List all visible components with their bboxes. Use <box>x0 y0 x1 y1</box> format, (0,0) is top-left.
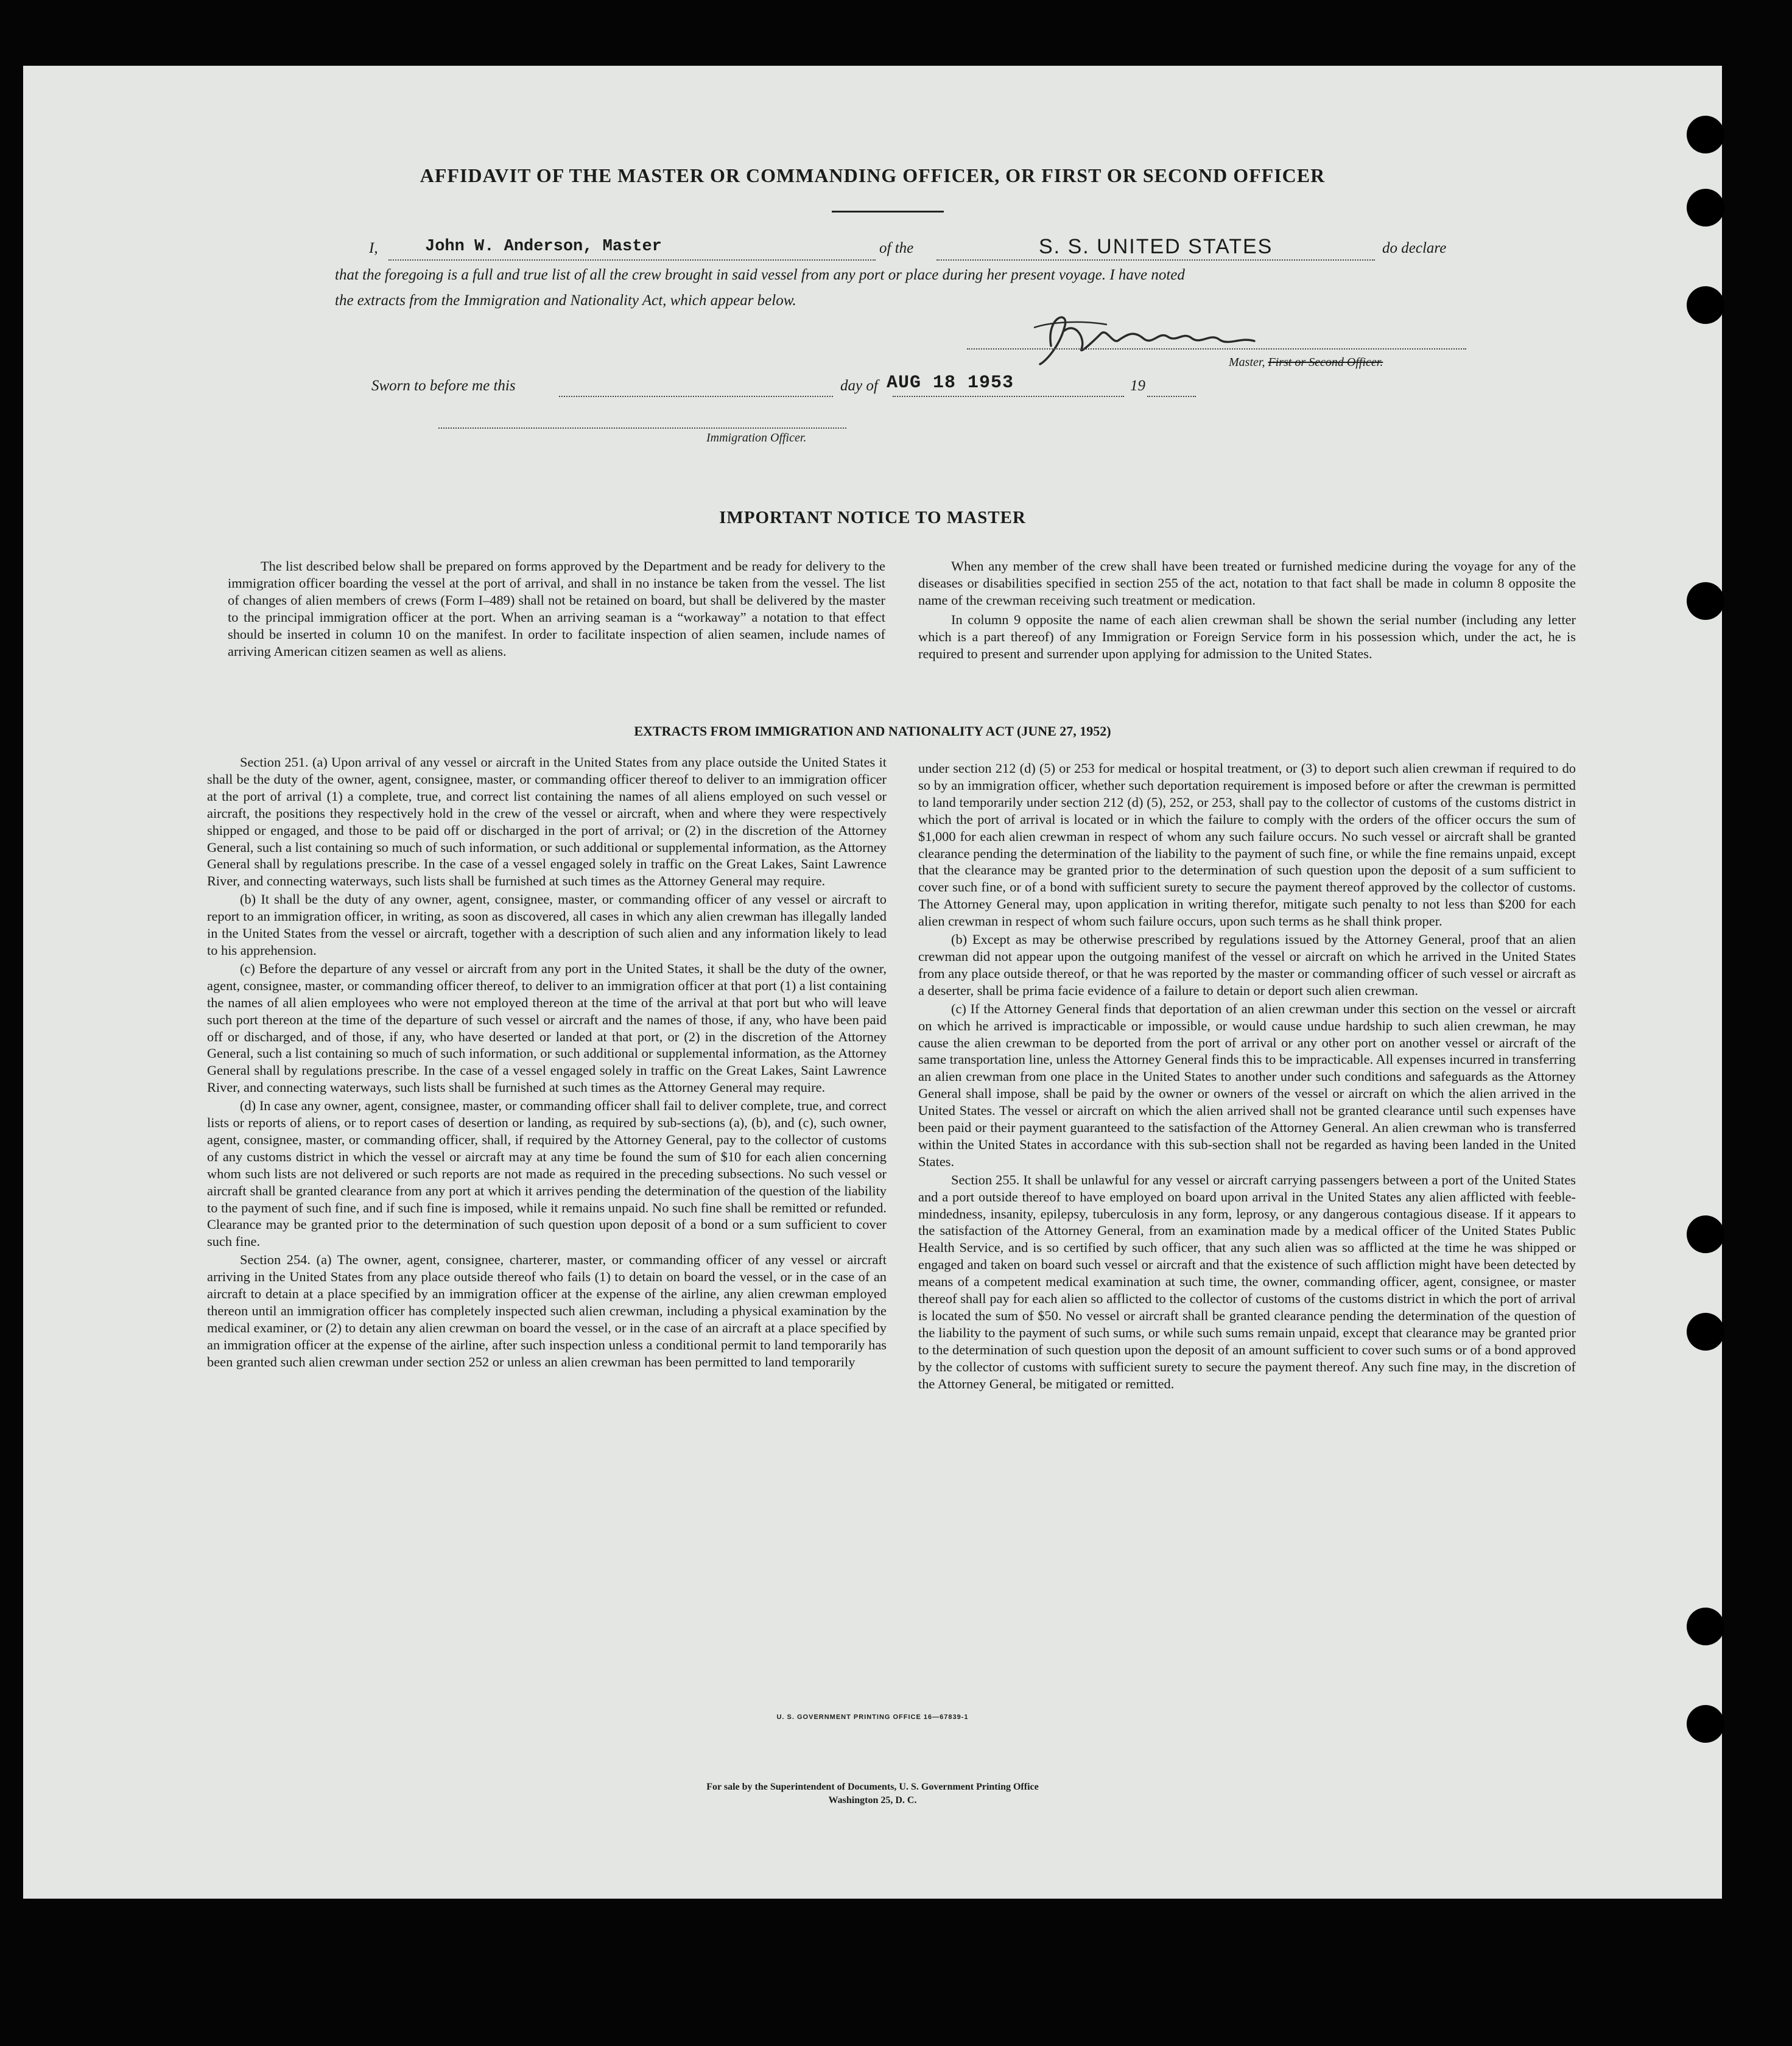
sworn-day-field <box>559 375 833 397</box>
signature-line <box>967 328 1466 350</box>
punch-hole <box>1687 286 1724 324</box>
extracts-title: EXTRACTS FROM IMMIGRATION AND NATIONALITY ACT (JUNE 27, 1952) <box>634 723 1111 739</box>
immigration-officer-signature-line <box>438 407 846 429</box>
sale-line-1: For sale by the Superintendent of Documents, U. S. Government Printing Office <box>706 1782 1039 1792</box>
punch-hole <box>1687 1608 1724 1645</box>
of-the-label: of the <box>879 240 914 256</box>
extract-paragraph: (b) It shall be the duty of any owner, agent, consignee, master, or commanding officer of any vessel or aircraft to report to an immigration officer, in writing, as soon as discovered, all cases in which any alien crewman has illegally landed in the United States from the vessel or aircraft, together with a description of such alien and any information likely to lead to his apprehension. <box>207 891 887 958</box>
sale-line-2: Washington 25, D. C. <box>828 1795 917 1805</box>
title-rule <box>832 211 944 213</box>
vessel-value: S. S. UNITED STATES <box>1039 235 1273 258</box>
extract-paragraph: under section 212 (d) (5) or 253 for medical or hospital treatment, or (3) to deport such alien crewman if required to do so by an immigration officer, whether such deportation requirement is imposed before or after the crewman is permitted to land temporarily under section 212 (d) (5), 252, or 253, shall pay to the collector of customs of the customs district in which the port of arrival is located or in which the failure to comply with the orders of the officer occurs the sum of $1,000 for each alien crewman in respect of whom any such failure occurs. No such vessel or aircraft shall be granted clearance pending the determination of the liability to the payment of such fine, or while the fine remains unpaid, except that the clearance may be granted prior to the determination of such question upon the deposit of a sum sufficient to cover such fine, or of a bond with sufficient surety to secure the payment thereof approved by the collector of customs. The Attorney General may, upon application in writing therefor, mitigate such penalty to not less than $200 for each alien crewman in respect of whom such failure occurs, upon such terms as he shall think proper. <box>918 761 1576 929</box>
declaration-line-2: the extracts from the Immigration and Nationality Act, which appear below. <box>335 292 796 309</box>
extract-paragraph: Section 251. (a) Upon arrival of any vessel or aircraft in the United States from any place outside the United States it shall be the duty of the owner, agent, consignee, master, or commanding officer thereof to deliver to an immigration officer at the port of arrival (1) a complete, true, and correct list containing the names of all aliens employed on such vessel or aircraft, the positions they respectively hold in the crew of the vessel or aircraft, when and where they were respectively shipped or engaged, and those to be paid off or discharged in the port of arrival; or (2) in the discretion of the Attorney General, such a list containing so much of such information, or such additional or supplemental information, as the Attorney General shall by regulations prescribe. In the case of a vessel engaged solely in traffic on the Great Lakes, Saint Lawrence River, and connecting waterways, such lists shall be furnished at such times as the Attorney General may require. <box>207 754 887 889</box>
notice-paragraph: When any member of the crew shall have been treated or furnished medicine during the voyage for any of the diseases or disabilities specified in section 255 of the act, notation to that fact shall be made in column 8 opposite the name of the crewman receiving such treatment or medication. <box>918 558 1576 608</box>
punch-hole <box>1687 1313 1724 1351</box>
extracts-left-column <box>207 754 887 1371</box>
declarant-prefix: I, <box>369 240 378 256</box>
form-page <box>23 66 1722 1899</box>
punch-hole <box>1687 582 1724 620</box>
extract-paragraph: (d) In case any owner, agent, consignee, master, or commanding officer shall fail to deliver complete, true, and correct lists or reports of aliens, or to report cases of desertion or landing, as required by sub-sections (a), (b), and (c), such owner, agent, consignee, master, or commanding officer, shall, if required by the Attorney General, pay to the collector of customs of any customs district in which the vessel or aircraft may at any time be found the sum of $10 for each alien concerning whom such lists are not delivered or such reports are not made as required in the preceding subsections. No such vessel or aircraft shall be granted clearance from any port at which it arrives pending the determination of the question of the liability to the payment of such fine, and if such fine is imposed, while it remains unpaid. No such fine shall be remitted or refunded. Clearance may be granted prior to the determination of such question upon deposit of a bond or a sum sufficient to cover such fine. <box>207 1098 887 1250</box>
extract-paragraph: Section 255. It shall be unlawful for any vessel or aircraft carrying passengers between a port of the United States and a port outside thereof to have employed on board upon arrival in the United States any alien afflicted with feeble-mindedness, insanity, epilepsy, tuberculosis in any form, leprosy, or any dangerous contagious disease. If it appears to the satisfaction of the Attorney General, from an examination made by a medical officer of the United States Public Health Service, and is so certified by such officer, that any such alien was so afflicted at the time he was shipped or engaged and taken on board such vessel or aircraft and that the existence of such affliction might have been detected by means of a competent medical examination at such time, the owner, commanding officer, agent, consignee, or master thereof shall pay for each alien so afflicted to the collector of customs of the customs district in which the port of arrival is located the sum of $50. No vessel or aircraft shall be granted clearance pending the determination of the question of the liability to the payment of such sums, or while such sums remain unpaid, except that clearance may be granted prior to the determination of such question upon the deposit of an amount sufficient to cover such sums or of a bond approved by the collector of customs with sufficient surety to secure the payment thereof. Any such fine may, in the discretion of the Attorney General, be mitigated or remitted. <box>918 1172 1576 1391</box>
punch-hole <box>1687 1215 1724 1253</box>
declaration-line-1: that the foregoing is a full and true list of all the crew brought in said vessel from any port or place during her present voyage. I have noted <box>335 267 1185 283</box>
punch-hole <box>1687 189 1724 227</box>
extracts-right-column <box>918 760 1576 1393</box>
extract-paragraph: Section 254. (a) The owner, agent, consignee, charterer, master, or commanding officer of any vessel or aircraft arriving in the United States from any place outside thereof who fails (1) to detain on board the vessel, or in the case of an aircraft to detain at a place specified by an immigration officer at the expense of the airline, any alien crewman employed thereon until an immigration officer has completely inspected such alien crewman, including a physical examination by the medical examiner, or (2) to detain any alien crewman on board the vessel, or in the case of an aircraft at a place specified by an immigration officer at the expense of the airline, after such inspection unless a conditional permit to land temporarily has been granted such alien crewman under section 252 or unless an alien crewman has been permitted to land temporarily <box>207 1252 887 1369</box>
punch-hole <box>1687 116 1724 153</box>
year-label: 19 <box>1130 378 1145 394</box>
do-declare-label: do declare <box>1382 240 1447 256</box>
extract-paragraph: (c) If the Attorney General finds that deportation of an alien crewman under this section on the vessel or aircraft on which he arrived is impracticable or impossible, or would cause undue hardship to such alien crewman, he may cause the alien crewman to be deported from the port of arrival or any other port on another vessel or aircraft of the same transportation line, unless the Attorney General finds this to be impracticable. All expenses incurred in transferring an alien crewman from one place in the United States to another under such conditions and safeguards as the Attorney General shall impose, shall be paid by the owner or owners of the vessel or aircraft on which the alien arrived in the United States. The vessel or aircraft on which the alien arrived shall not be granted clearance until such expenses have been paid or their payment guaranteed to the satisfaction of the Attorney General. An alien crewman who is transferred within the United States in accordance with this sub-section shall not be regarded as having been landed in the United States. <box>918 1000 1576 1169</box>
affidavit-title: AFFIDAVIT OF THE MASTER OR COMMANDING OFFICER, OR FIRST OR SECOND OFFICER <box>420 164 1326 186</box>
day-of-label: day of <box>840 378 878 394</box>
notice-paragraph: The list described below shall be prepared on forms approved by the Department and be ready for delivery to the immigration officer boarding the vessel at the port of arrival, and shall in no instance be taken from the vessel. The list of changes of alien members of crews (Form I–489) shall not be retained on board, but shall be delivered by the master to the principal immigration officer at the port. When an arriving seaman is a “workaway” a notation to that effect should be inserted in column 10 on the manifest. In order to facilitate inspection of alien seamen, include names of arriving American citizen seamen as well as aliens. <box>228 558 885 659</box>
extract-paragraph: (b) Except as may be otherwise prescribed by regulations issued by the Attorney General, proof that an alien crewman did not appear upon the outgoing manifest of the vessel or aircraft on which he arrived in the United States from any place outside thereof, or that he was reported by the master or commanding officer of such vessel or aircraft as a deserter, shall be prima facie evidence of a failure to detain or deport such alien crewman. <box>918 932 1576 998</box>
year-field <box>1147 375 1196 397</box>
notice-paragraph: In column 9 opposite the name of each alien crewman shall be shown the serial number (including any letter which is a part thereof) of any Immigration or Foreign Service form in his possession which, under the act, he is required to present and surrender upon applying for admission to the United States. <box>918 611 1576 661</box>
punch-hole <box>1687 1705 1724 1743</box>
extract-paragraph: (c) Before the departure of any vessel or aircraft from any port in the United States, it shall be the duty of the owner, agent, consignee, master, or commanding officer thereof, to deliver to an immigration officer at that port (1) a list containing the names of all alien employees who were not employed thereon at the time of the arrival at that port but who will leave such port thereon at the time of the departure of such vessel or aircraft and the names of those, if any, who have been paid off or discharged, and of those, if any, who have deserted or landed at that port, or (2) in the discretion of the Attorney General, such a list containing so much of such information, or such additional or supplemental information, as the Attorney General shall by regulations prescribe. In the case of a vessel engaged solely in traffic on the Great Lakes, Saint Lawrence River, and connecting waterways, such lists shall be furnished at such times as the Attorney General may require. <box>207 960 887 1095</box>
immigration-officer-caption: Immigration Officer. <box>706 431 807 445</box>
sworn-label: Sworn to before me this <box>371 378 516 394</box>
notice-right-column <box>918 558 1576 662</box>
declarant-value: John W. Anderson, Master <box>425 237 662 256</box>
notice-left-column <box>228 558 885 659</box>
notice-title: IMPORTANT NOTICE TO MASTER <box>719 508 1026 527</box>
master-caption: Master, First or Second Officer. <box>1229 356 1383 369</box>
printing-office-line: U. S. GOVERNMENT PRINTING OFFICE 16—67839-1 <box>776 1714 969 1721</box>
date-stamp: AUG 18 1953 <box>887 373 1014 393</box>
